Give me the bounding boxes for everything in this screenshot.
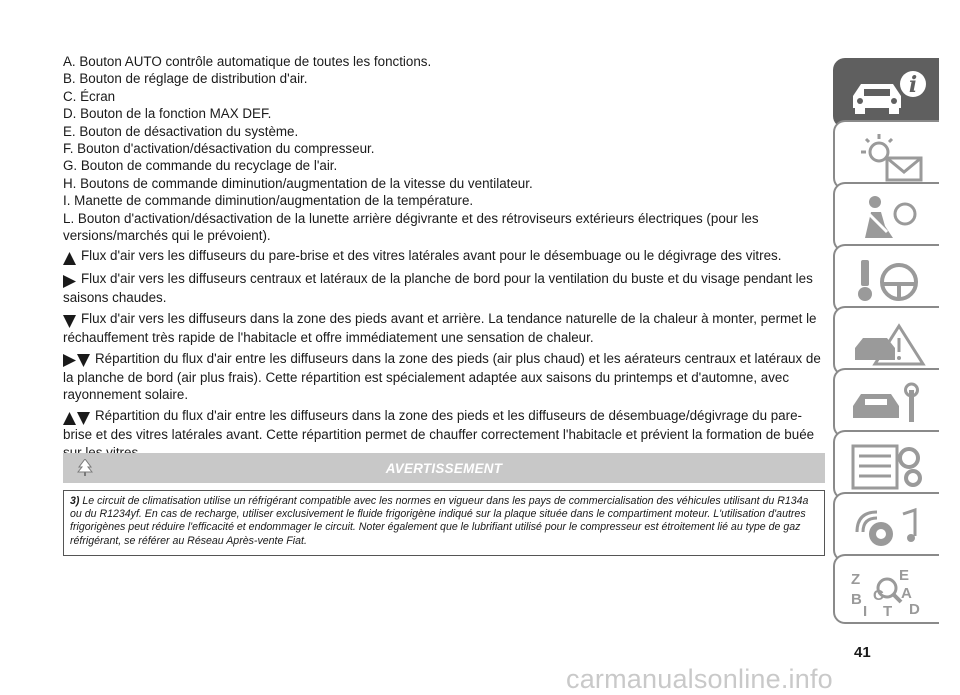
page-content [63,53,825,461]
tab-technical-data[interactable] [833,430,939,500]
arrow-down-icon [77,354,90,367]
key-steering-icon [847,254,931,308]
tab-safety[interactable] [833,182,939,252]
arrow-down-icon [63,315,76,328]
mode-icons [63,249,77,266]
arrow-down-icon [77,412,90,425]
car-info-icon [847,68,931,122]
maintenance-icon [847,378,931,432]
mode-face-feet [63,350,825,404]
mode-text: Répartition du flux d'air entre les diffuseurs dans la zone des pieds et les diffuseurs de désembuage/dégivrage du pare-brise et des vitres latérales avant. Cette répartition permet de chauffer correctement l'habitacle et prévient la formation de buée [63,407,815,443]
warning-note-number: 3) [70,495,80,507]
legend-item-l: L. Bouton d'activation/désactivation de la lunette arrière dégivrante et des rétroviseurs extérieurs électriques (pour les versions/marchés qui le prévoient). [63,210,759,244]
index-letter: C [873,587,884,604]
index-letter: Z [851,571,861,588]
tab-multimedia[interactable] [833,492,939,562]
legend-item-i: I. Manette de commande diminution/augmentation de la température. [63,193,474,209]
legend-item-d: D. Bouton de la fonction MAX DEF. [63,106,272,122]
tab-starting-driving[interactable] [833,244,939,314]
warning-text [70,495,818,548]
technical-data-icon [847,440,931,494]
index-letter: B [851,591,862,608]
mode-text: Flux d'air vers les diffuseurs dans la zone des pieds avant et arrière. La tendance naturelle de la chaleur à monter, permet le réchauffement très rapide de l'habitacle et offre immédiatement une sensation de chaleur. [63,310,817,346]
mode-text: Flux d'air vers les diffuseurs du pare-brise et des vitres latérales avant pour le désembuage ou le dégivrage des vitres. [81,248,782,264]
arrow-right-icon [63,275,76,288]
mode-icons [63,409,91,426]
arrow-right-icon [63,354,76,367]
mode-icons [63,352,91,369]
mode-icons [63,272,77,289]
legend-item-e: E. Bouton de désactivation du système. [63,123,299,139]
mode-text: Flux d'air vers les diffuseurs centraux et latéraux de la planche de bord pour la ventilation du buste et du visage pendant les saisons chaudes. [63,270,813,306]
index-letter: T [883,603,893,618]
tab-emergency[interactable] [833,306,939,376]
watermark: carmanualsonline.info [566,664,833,694]
emergency-icon [847,316,931,370]
warning-body: Le circuit de climatisation utilise un réfrigérant compatible avec les normes en vigueur dans les pays de commercialisation des véhicules utilisant du R134a ou du R1234yf. En cas de recharge, utiliser exclusivement le fluide frigorigène indiqué sur la plaque située dans le compartiment moteur. L'utilisation d'autres frigorigènes peut réduire l'efficacité et endommager le circuit. Noter également que le lubrifiant utilisé pour le compresseur est étroitement lié au type de gaz réfrigérant, se référer au Réseau Après-vente Fiat. [70,495,809,547]
arrow-up-left-icon [63,252,76,265]
mode-feet [63,310,825,347]
multimedia-icon [847,502,931,556]
index-letter: E [899,567,910,584]
legend-item-c: C. Écran [63,88,116,104]
warning-box [63,490,825,556]
tab-dashboard-lights[interactable] [833,120,939,190]
legend-item-b: B. Bouton de réglage de distribution d'air. [63,71,308,87]
index-letter: I [863,603,868,618]
legend-item-f: F. Bouton d'activation/désactivation du compresseur. [63,141,375,157]
index-letter: D [909,601,920,618]
mode-face [63,270,825,307]
index-letter: A [901,585,912,602]
tab-index[interactable] [833,554,939,624]
mode-windshield [63,247,825,266]
page-number: 41 [854,644,871,661]
mode-text: Répartition du flux d'air entre les diffuseurs dans la zone des pieds (air plus chaud) et les aérateurs centraux et latéraux de la planche de bord (air plus frais). Cette répartition est spécialement adaptée aux saisons du printemps et d'automne, avec rayonnement solaire. [63,350,821,403]
legend-item-a: A. Bouton AUTO contrôle automatique de toutes les fonctions. [63,54,432,69]
tab-car-info[interactable] [833,58,939,128]
dashboard-lights-icon [847,130,931,184]
mode-icons [63,312,77,329]
warning-title: AVERTISSEMENT [385,461,503,476]
legend-item-h: H. Boutons de commande diminution/augmentation de la vitesse du ventilateur. [63,175,533,191]
svg-text:i: i [908,72,918,98]
warning-header [63,453,825,483]
tab-maintenance[interactable] [833,368,939,438]
legend-item-g: G. Bouton de commande du recyclage de l'air. [63,158,338,174]
safety-airbag-icon [847,192,931,246]
chapter-tabs [833,0,941,692]
index-icon [847,564,931,618]
arrow-up-left-icon [63,412,76,425]
